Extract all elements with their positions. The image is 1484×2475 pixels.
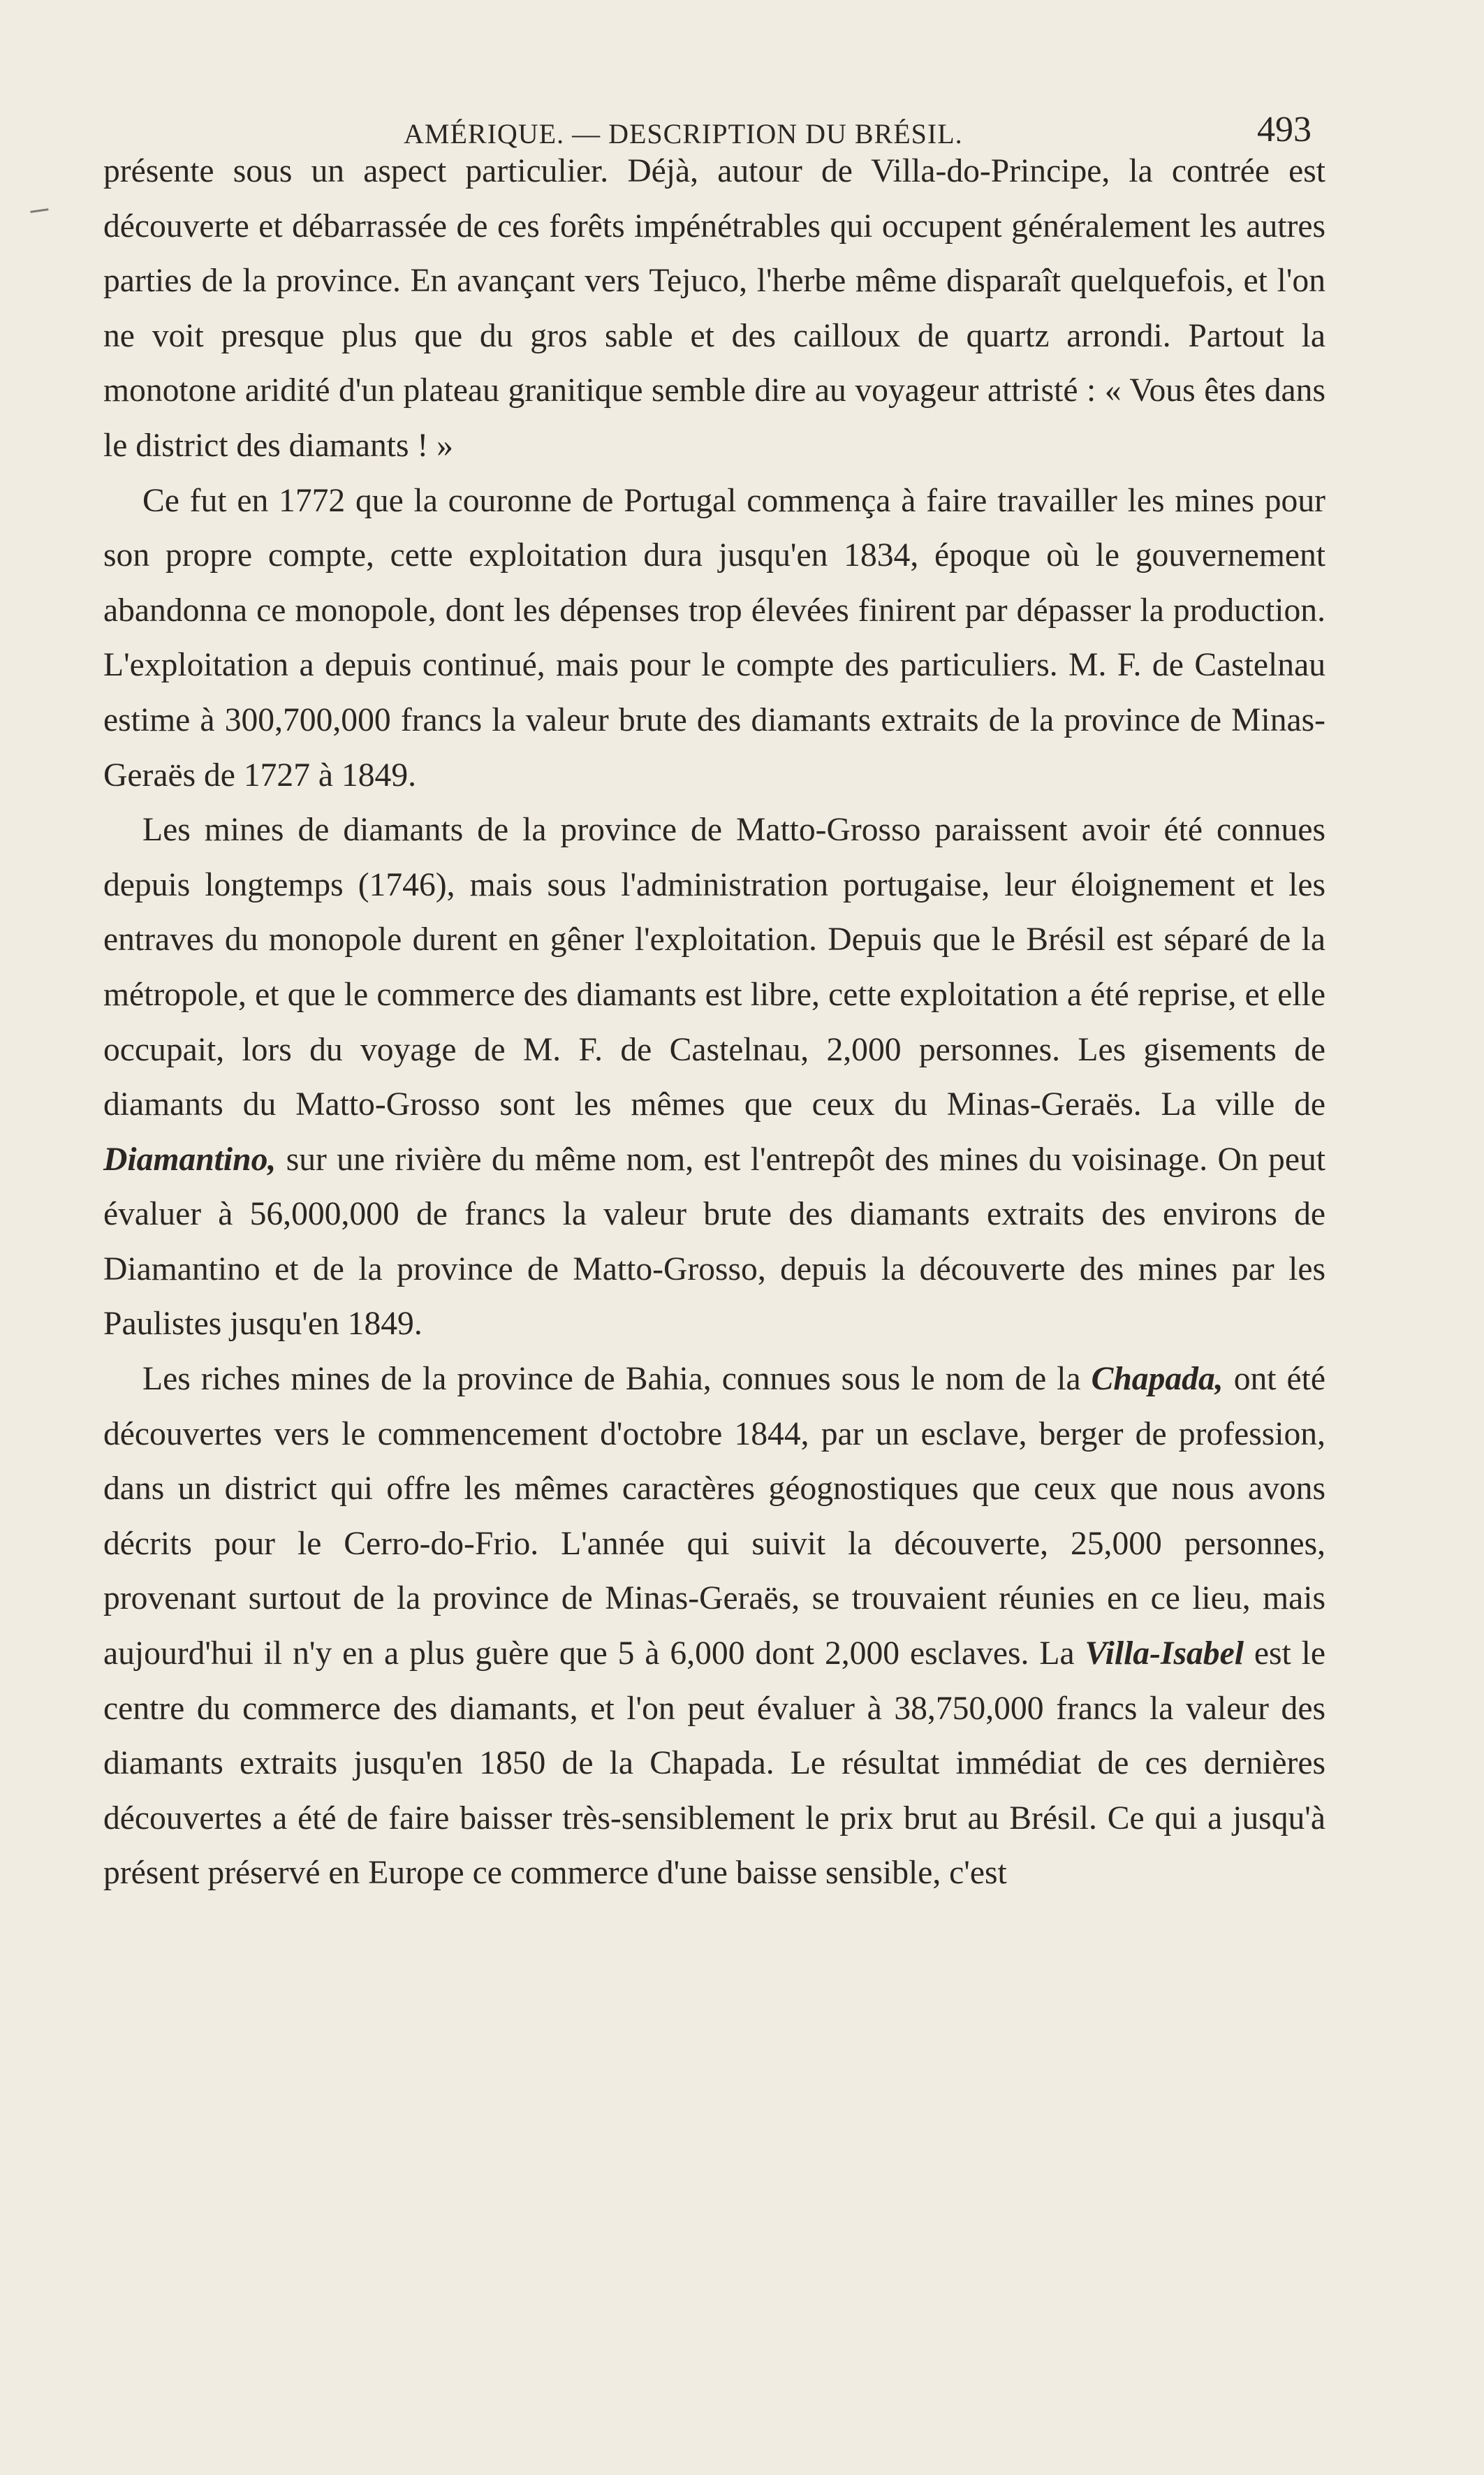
main-text-block — [103, 144, 1325, 1901]
place-name-villa-isabel: Villa-Isabel — [1085, 1635, 1244, 1672]
paragraph-2: Ce fut en 1772 que la couronne de Portugal commença à faire travailler les mines pour son propre compte, cette exploitation dura jusqu'en 1834, époque où le gouvernement abandonna ce monopole, dont les dépenses trop élevées finirent par dépasser la production. L'exploitation a depuis continué, mais pour le compte des particuliers. M. F. de Castelnau estime à 300,700,000 francs la valeur brute des diamants extraits de la province de Minas-Geraës de 1727 à 1849. — [103, 482, 1325, 794]
margin-ink-mark — [30, 208, 49, 219]
place-name-diamantino: Diamantino, — [103, 1141, 277, 1178]
paragraph-1: présente sous un aspect particulier. Déjà, autour de Villa-do-Principe, la contrée est découverte et débarrassée de ces forêts impénétrables qui occupent généralement les autres parties de la province. En avançant vers Tejuco, l'herbe même disparaît quelquefois, et l'on ne voit presque plus que du gros sable et des cailloux de quartz arrondi. Partout la monotone aridité d'un plateau granitique semble dire au voyageur attristé : « Vous êtes dans le district des diamants ! » — [103, 153, 1325, 464]
paragraph-4 — [103, 1352, 1325, 1901]
paragraph-3-text-after: sur une rivière du même nom, est l'entrepôt des mines du voisinage. On peut évaluer à 56,000,000 de francs la valeur brute des diamants extraits des environs de Diamantino et de la province de Matto-Grosso, depuis la découverte des mines par les Paulistes jusqu'en 1849. — [103, 1141, 1325, 1343]
paragraph-3-text-before: Les mines de diamants de la province de Matto-Grosso paraissent avoir été connues depuis longtemps (1746), mais sous l'administration portugaise, leur éloignement et les entraves du monopole durent en gêner l'exploitation. Depuis que le Brésil est séparé de la métropole, et que le commerce des diamants est libre, cette exploitation a été reprise, et elle occupait, lors du voyage de M. F. de Castelnau, 2,000 personnes. Les gisements de diamants du Matto-Grosso sont les mêmes que ceux du Minas-Geraës. La ville de — [103, 812, 1325, 1123]
paragraph-3 — [103, 803, 1325, 1352]
paragraph-4-text-middle: ont été découvertes vers le commencement d'octobre 1844, par un esclave, berger de profession, dans un district qui offre les mêmes caractères géognostiques que ceux que nous avons décrits pour le Cerro-do-Frio. L'année qui suivit la découverte, 25,000 personnes, provenant surtout de la province de Minas-Geraës, se trouvaient réunies en ce lieu, mais aujourd'hui il n'y en a plus guère que 5 à 6,000 dont 2,000 esclaves. La — [103, 1361, 1325, 1672]
place-name-chapada: Chapada, — [1091, 1361, 1224, 1398]
running-title: AMÉRIQUE. — DESCRIPTION DU BRÉSIL. — [404, 118, 963, 149]
page-number: 493 — [1257, 110, 1312, 149]
paragraph-4-text-before: Les riches mines de la province de Bahia, connues sous le nom de la — [142, 1361, 1092, 1398]
paragraph-4-text-after: est le centre du commerce des diamants, et l'on peut évaluer à 38,750,000 francs la valeur des diamants extraits jusqu'en 1850 de la Chapada. Le résultat immédiat de ces dernières découvertes a été de faire baisser très-sensiblement le prix brut au Brésil. Ce qui a jusqu'à présent préservé en Europe ce commerce d'une baisse sensible, c'est — [103, 1635, 1325, 1892]
